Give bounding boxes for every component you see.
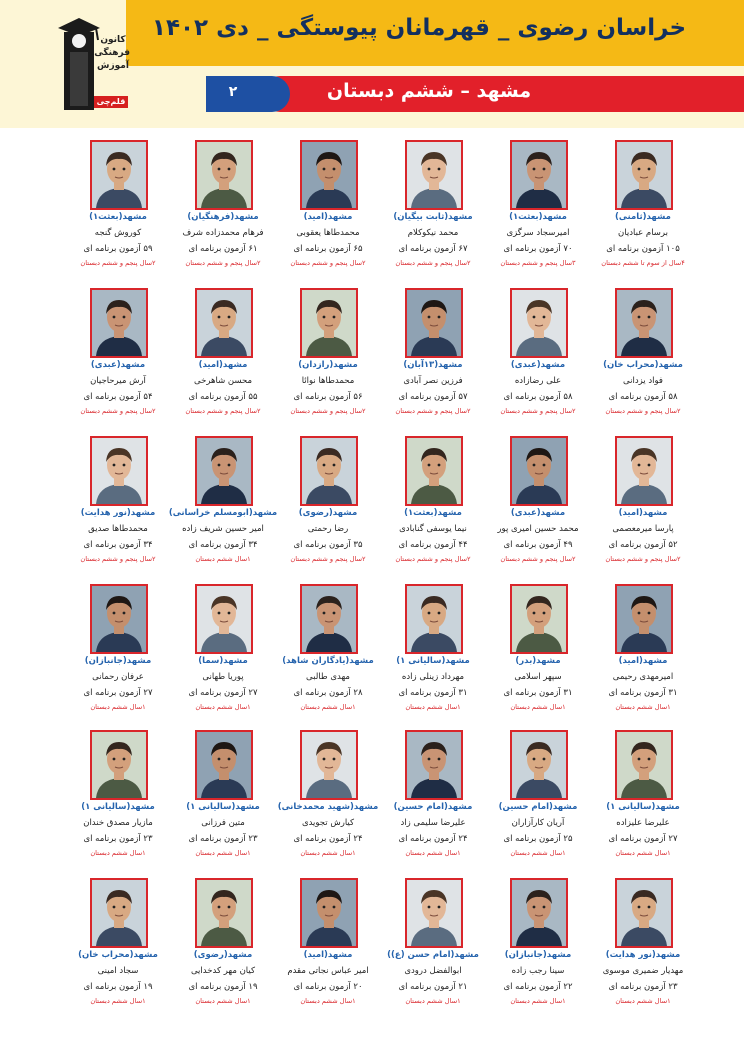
- student-school: مشهد(رازدان): [298, 360, 358, 370]
- student-name: علیرضا سلیمی زاد: [400, 818, 466, 828]
- student-photo: [510, 584, 568, 654]
- student-years-note: ۲سال پنجم و ششم دبستان: [290, 555, 366, 563]
- student-photo: [405, 584, 463, 654]
- student-card: [58, 584, 178, 724]
- student-exam-count: ۳۱ آزمون برنامه ای: [398, 688, 468, 698]
- student-school: مشهد(عبدی): [510, 360, 566, 370]
- student-photo: [615, 878, 673, 948]
- student-school: مشهد(امید): [198, 360, 248, 370]
- student-school: مشهد(بعثت۱): [509, 212, 567, 222]
- student-years-note: ۳سال پنجم و ششم دبستان: [500, 259, 576, 267]
- student-years-note: ۲سال پنجم و ششم دبستان: [80, 259, 156, 267]
- student-exam-count: ۲۳ آزمون برنامه ای: [83, 834, 153, 844]
- student-name: سینا رجب زاده: [511, 966, 565, 976]
- logo-line: آموزش: [97, 61, 129, 71]
- student-card: [583, 140, 703, 280]
- student-years-note: ۲سال پنجم و ششم دبستان: [395, 555, 471, 563]
- student-card: [583, 730, 703, 870]
- student-exam-count: ۶۱ آزمون برنامه ای: [188, 244, 258, 254]
- student-school: مشهد(سما): [198, 656, 248, 666]
- student-card: [268, 436, 388, 576]
- student-card: [373, 730, 493, 870]
- student-school: مشهد(سالیانی ۱): [186, 802, 260, 812]
- student-school: مشهد(ثامنی): [615, 212, 671, 222]
- student-years-note: ۱سال ششم دبستان: [615, 997, 671, 1005]
- student-name: برسام عبادیان: [618, 228, 668, 238]
- student-card: [163, 436, 283, 576]
- student-card: [58, 878, 178, 1018]
- student-card: [478, 584, 598, 724]
- student-photo: [90, 730, 148, 800]
- student-photo: [300, 584, 358, 654]
- student-photo: [90, 436, 148, 506]
- student-years-note: ۱سال ششم دبستان: [405, 703, 461, 711]
- student-exam-count: ۵۷ آزمون برنامه ای: [398, 392, 468, 402]
- student-card: [583, 878, 703, 1018]
- student-years-note: ۴سال از سوم تا ششم دبستان: [601, 259, 685, 267]
- student-school: مشهد(امید): [303, 950, 353, 960]
- student-photo: [195, 436, 253, 506]
- student-card: [58, 436, 178, 576]
- student-school: مشهد(امام حسین): [393, 802, 473, 812]
- student-name: کیان مهر کدخدایی: [190, 966, 256, 976]
- student-card: [58, 288, 178, 428]
- student-years-note: ۲سال پنجم و ششم دبستان: [290, 259, 366, 267]
- student-name: کوروش گنجه: [94, 228, 142, 238]
- student-years-note: ۲سال پنجم و ششم دبستان: [395, 407, 471, 415]
- student-exam-count: ۴۴ آزمون برنامه ای: [398, 540, 468, 550]
- student-photo: [195, 140, 253, 210]
- student-exam-count: ۵۶ آزمون برنامه ای: [293, 392, 363, 402]
- student-name: فواد یزدانی: [623, 376, 663, 386]
- student-card: [268, 288, 388, 428]
- student-school: مشهد(امام حسین): [498, 802, 578, 812]
- student-photo: [510, 288, 568, 358]
- logo-line: فرهنگی: [94, 48, 130, 58]
- student-name: سجاد امینی: [97, 966, 139, 976]
- student-name: امیر حسین شریف زاده: [182, 524, 264, 534]
- student-school: مشهد(امید): [618, 656, 668, 666]
- student-photo: [405, 730, 463, 800]
- student-school: مشهد(یادگاران شاهد): [282, 656, 374, 666]
- student-card: [373, 436, 493, 576]
- student-exam-count: ۱۹ آزمون برنامه ای: [83, 982, 153, 992]
- student-years-note: ۲سال پنجم و ششم دبستان: [395, 259, 471, 267]
- student-exam-count: ۲۳ آزمون برنامه ای: [188, 834, 258, 844]
- student-exam-count: ۳۱ آزمون برنامه ای: [608, 688, 678, 698]
- student-school: مشهد(بعثت۱): [404, 508, 462, 518]
- student-exam-count: ۳۴ آزمون برنامه ای: [83, 540, 153, 550]
- student-photo: [405, 288, 463, 358]
- student-card: [478, 140, 598, 280]
- student-school: مشهد(محراب خان): [78, 950, 158, 960]
- student-exam-count: ۲۴ آزمون برنامه ای: [293, 834, 363, 844]
- student-photo: [510, 436, 568, 506]
- student-card: [163, 288, 283, 428]
- student-name: محمد حسین امیری پور: [497, 524, 579, 534]
- student-name: امیر عباس نجاتی مقدم: [287, 966, 369, 976]
- student-photo: [615, 584, 673, 654]
- student-years-note: ۱سال ششم دبستان: [510, 703, 566, 711]
- student-name: محمد نیکوکلام: [407, 228, 459, 238]
- student-school: مشهد(فرهنگیان): [187, 212, 259, 222]
- student-photo: [510, 140, 568, 210]
- student-exam-count: ۲۷ آزمون برنامه ای: [188, 688, 258, 698]
- student-card: [268, 140, 388, 280]
- student-school: مشهد(سالیانی ۱): [606, 802, 680, 812]
- student-school: مشهد(رضوی): [193, 950, 253, 960]
- student-photo: [300, 140, 358, 210]
- student-name: مهدی طالبی: [306, 672, 350, 682]
- student-photo: [510, 878, 568, 948]
- student-years-note: ۱سال ششم دبستان: [615, 703, 671, 711]
- page-title: خراسان رضوی _ قهرمانان پیوستگی _ دی ۱۴۰۲: [151, 15, 687, 41]
- student-exam-count: ۲۰ آزمون برنامه ای: [293, 982, 363, 992]
- student-name: فرزین نصر آبادی: [403, 376, 463, 386]
- student-name: محمدطاها یعقوبی: [296, 228, 360, 238]
- student-years-note: ۲سال پنجم و ششم دبستان: [185, 259, 261, 267]
- student-exam-count: ۱۹ آزمون برنامه ای: [188, 982, 258, 992]
- student-exam-count: ۳۵ آزمون برنامه ای: [293, 540, 363, 550]
- student-exam-count: ۵۵ آزمون برنامه ای: [188, 392, 258, 402]
- student-school: مشهد(محراب خان): [603, 360, 683, 370]
- student-years-note: ۲سال پنجم و ششم دبستان: [80, 555, 156, 563]
- student-school: مشهد(عبدی): [510, 508, 566, 518]
- logo-brand: قلم‌چی: [94, 96, 128, 108]
- student-photo: [90, 140, 148, 210]
- student-card: [478, 730, 598, 870]
- student-exam-count: ۶۵ آزمون برنامه ای: [293, 244, 363, 254]
- student-photo: [195, 288, 253, 358]
- student-photo: [405, 140, 463, 210]
- student-card: [268, 584, 388, 724]
- student-name: علیرضا علیزاده: [616, 818, 670, 828]
- student-exam-count: ۲۲ آزمون برنامه ای: [503, 982, 573, 992]
- student-name: آریان کارآزاران: [511, 818, 565, 828]
- student-card: [583, 288, 703, 428]
- student-school: مشهد(جانبازان): [504, 950, 572, 960]
- page-subtitle: مشهد – ششم دبستان: [326, 80, 532, 102]
- student-school: مشهد(رضوی): [298, 508, 358, 518]
- student-school: مشهد(جانبازان): [84, 656, 152, 666]
- student-card: [58, 730, 178, 870]
- student-school: مشهد(سالیانی ۱): [396, 656, 470, 666]
- student-photo: [405, 878, 463, 948]
- student-card: [373, 140, 493, 280]
- student-photo: [615, 730, 673, 800]
- student-exam-count: ۵۸ آزمون برنامه ای: [503, 392, 573, 402]
- student-photo: [615, 140, 673, 210]
- student-school: مشهد(امام حسن (ع)): [387, 950, 479, 960]
- student-years-note: ۱سال ششم دبستان: [90, 997, 146, 1005]
- student-years-note: ۲سال پنجم و ششم دبستان: [605, 407, 681, 415]
- student-card: [268, 878, 388, 1018]
- student-school: مشهد(امید): [618, 508, 668, 518]
- student-photo: [195, 878, 253, 948]
- student-exam-count: ۷۰ آزمون برنامه ای: [503, 244, 573, 254]
- student-school: مشهد(نور هدایت): [80, 508, 156, 518]
- student-years-note: ۱سال ششم دبستان: [195, 555, 251, 563]
- student-name: رضا رحمتی: [307, 524, 349, 534]
- student-years-note: ۱سال ششم دبستان: [510, 997, 566, 1005]
- student-name: پوریا طهانی: [202, 672, 244, 682]
- student-exam-count: ۵۲ آزمون برنامه ای: [608, 540, 678, 550]
- student-years-note: ۱سال ششم دبستان: [510, 849, 566, 857]
- student-years-note: ۱سال ششم دبستان: [90, 849, 146, 857]
- student-school: مشهد(ابومسلم خراسانی): [168, 508, 278, 518]
- student-exam-count: ۲۱ آزمون برنامه ای: [398, 982, 468, 992]
- student-school: مشهد(نور هدایت): [605, 950, 681, 960]
- logo-text: [96, 34, 130, 73]
- student-name: آرش میرحاجیان: [90, 376, 146, 386]
- student-exam-count: ۲۵ آزمون برنامه ای: [503, 834, 573, 844]
- student-exam-count: ۲۷ آزمون برنامه ای: [83, 688, 153, 698]
- student-photo: [300, 436, 358, 506]
- student-photo: [510, 730, 568, 800]
- student-years-note: ۲سال پنجم و ششم دبستان: [185, 407, 261, 415]
- student-card: [58, 140, 178, 280]
- student-years-note: ۲سال پنجم و ششم دبستان: [80, 407, 156, 415]
- student-photo: [615, 436, 673, 506]
- student-school: مشهد(بعثت۱): [89, 212, 147, 222]
- student-school: مشهد(عبدی): [90, 360, 146, 370]
- student-years-note: ۱سال ششم دبستان: [195, 849, 251, 857]
- student-card: [478, 436, 598, 576]
- student-card: [163, 878, 283, 1018]
- student-school: مشهد(ثابت بیگیان): [393, 212, 473, 222]
- student-name: ابوالفضل درودی: [404, 966, 462, 976]
- student-exam-count: ۴۹ آزمون برنامه ای: [503, 540, 573, 550]
- student-name: محسن شاهرخی: [193, 376, 253, 386]
- student-years-note: ۱سال ششم دبستان: [300, 703, 356, 711]
- student-name: عرفان رحمانی: [92, 672, 144, 682]
- student-name: محمدطاها نوائا: [301, 376, 355, 386]
- student-name: مهرداد زینلی زاده: [401, 672, 465, 682]
- student-card: [163, 584, 283, 724]
- student-exam-count: ۲۸ آزمون برنامه ای: [293, 688, 363, 698]
- student-years-note: ۱سال ششم دبستان: [90, 703, 146, 711]
- student-years-note: ۱سال ششم دبستان: [405, 997, 461, 1005]
- student-school: مشهد(امید): [303, 212, 353, 222]
- student-exam-count: ۲۳ آزمون برنامه ای: [608, 982, 678, 992]
- student-photo: [90, 288, 148, 358]
- student-photo: [300, 878, 358, 948]
- student-exam-count: ۵۸ آزمون برنامه ای: [608, 392, 678, 402]
- student-name: پارسا میرمعصمی: [612, 524, 674, 534]
- student-exam-count: ۳۴ آزمون برنامه ای: [188, 540, 258, 550]
- logo-line: کانون: [100, 35, 126, 45]
- student-exam-count: ۵۴ آزمون برنامه ای: [83, 392, 153, 402]
- student-card: [163, 730, 283, 870]
- student-school: مشهد(۱۳آبان): [403, 360, 463, 370]
- student-years-note: ۱سال ششم دبستان: [195, 997, 251, 1005]
- student-photo: [90, 878, 148, 948]
- student-exam-count: ۶۷ آزمون برنامه ای: [398, 244, 468, 254]
- student-photo: [195, 584, 253, 654]
- student-name: امیرمهدی رحیمی: [612, 672, 674, 682]
- student-years-note: ۱سال ششم دبستان: [300, 997, 356, 1005]
- student-name: نیما یوسفی گنابادی: [399, 524, 467, 534]
- student-years-note: ۱سال ششم دبستان: [195, 703, 251, 711]
- page-number: ۲: [228, 84, 238, 100]
- student-years-note: ۲سال پنجم و ششم دبستان: [500, 407, 576, 415]
- student-exam-count: ۵۹ آزمون برنامه ای: [83, 244, 153, 254]
- student-name: کیارش تجویدی: [301, 818, 355, 828]
- student-photo: [615, 288, 673, 358]
- student-years-note: ۱سال ششم دبستان: [300, 849, 356, 857]
- student-card: [373, 584, 493, 724]
- student-name: سپهر اسلامی: [514, 672, 562, 682]
- student-card: [583, 436, 703, 576]
- student-photo: [300, 288, 358, 358]
- student-school: مشهد(سالیانی ۱): [81, 802, 155, 812]
- student-exam-count: ۲۷ آزمون برنامه ای: [608, 834, 678, 844]
- student-card: [478, 288, 598, 428]
- student-exam-count: ۱۰۵ آزمون برنامه ای: [606, 244, 680, 254]
- student-years-note: ۲سال پنجم و ششم دبستان: [500, 555, 576, 563]
- student-photo: [405, 436, 463, 506]
- student-name: متین فرزانی: [201, 818, 245, 828]
- student-name: محمدطاها صدیق: [88, 524, 148, 534]
- student-card: [373, 288, 493, 428]
- student-years-note: ۱سال ششم دبستان: [615, 849, 671, 857]
- student-name: مهدیار ضمیری موسوی: [602, 966, 684, 976]
- subtitle-banner-tail: [690, 76, 744, 112]
- student-name: امیرسجاد سرگزی: [506, 228, 570, 238]
- student-card: [478, 878, 598, 1018]
- student-school: مشهد(بدر): [515, 656, 561, 666]
- student-card: [268, 730, 388, 870]
- student-years-note: ۲سال پنجم و ششم دبستان: [290, 407, 366, 415]
- student-card: [583, 584, 703, 724]
- student-photo: [195, 730, 253, 800]
- student-years-note: ۲سال پنجم و ششم دبستان: [605, 555, 681, 563]
- student-name: مازیار مصدق خندان: [83, 818, 153, 828]
- student-photo: [300, 730, 358, 800]
- student-exam-count: ۲۴ آزمون برنامه ای: [398, 834, 468, 844]
- student-photo: [90, 584, 148, 654]
- student-card: [163, 140, 283, 280]
- student-card: [373, 878, 493, 1018]
- student-name: علی رضازاده: [514, 376, 562, 386]
- student-exam-count: ۳۱ آزمون برنامه ای: [503, 688, 573, 698]
- student-school: مشهد(شهید محمدخانی): [277, 802, 379, 812]
- student-name: فرهام محمدزاده شرف: [182, 228, 264, 238]
- student-years-note: ۱سال ششم دبستان: [405, 849, 461, 857]
